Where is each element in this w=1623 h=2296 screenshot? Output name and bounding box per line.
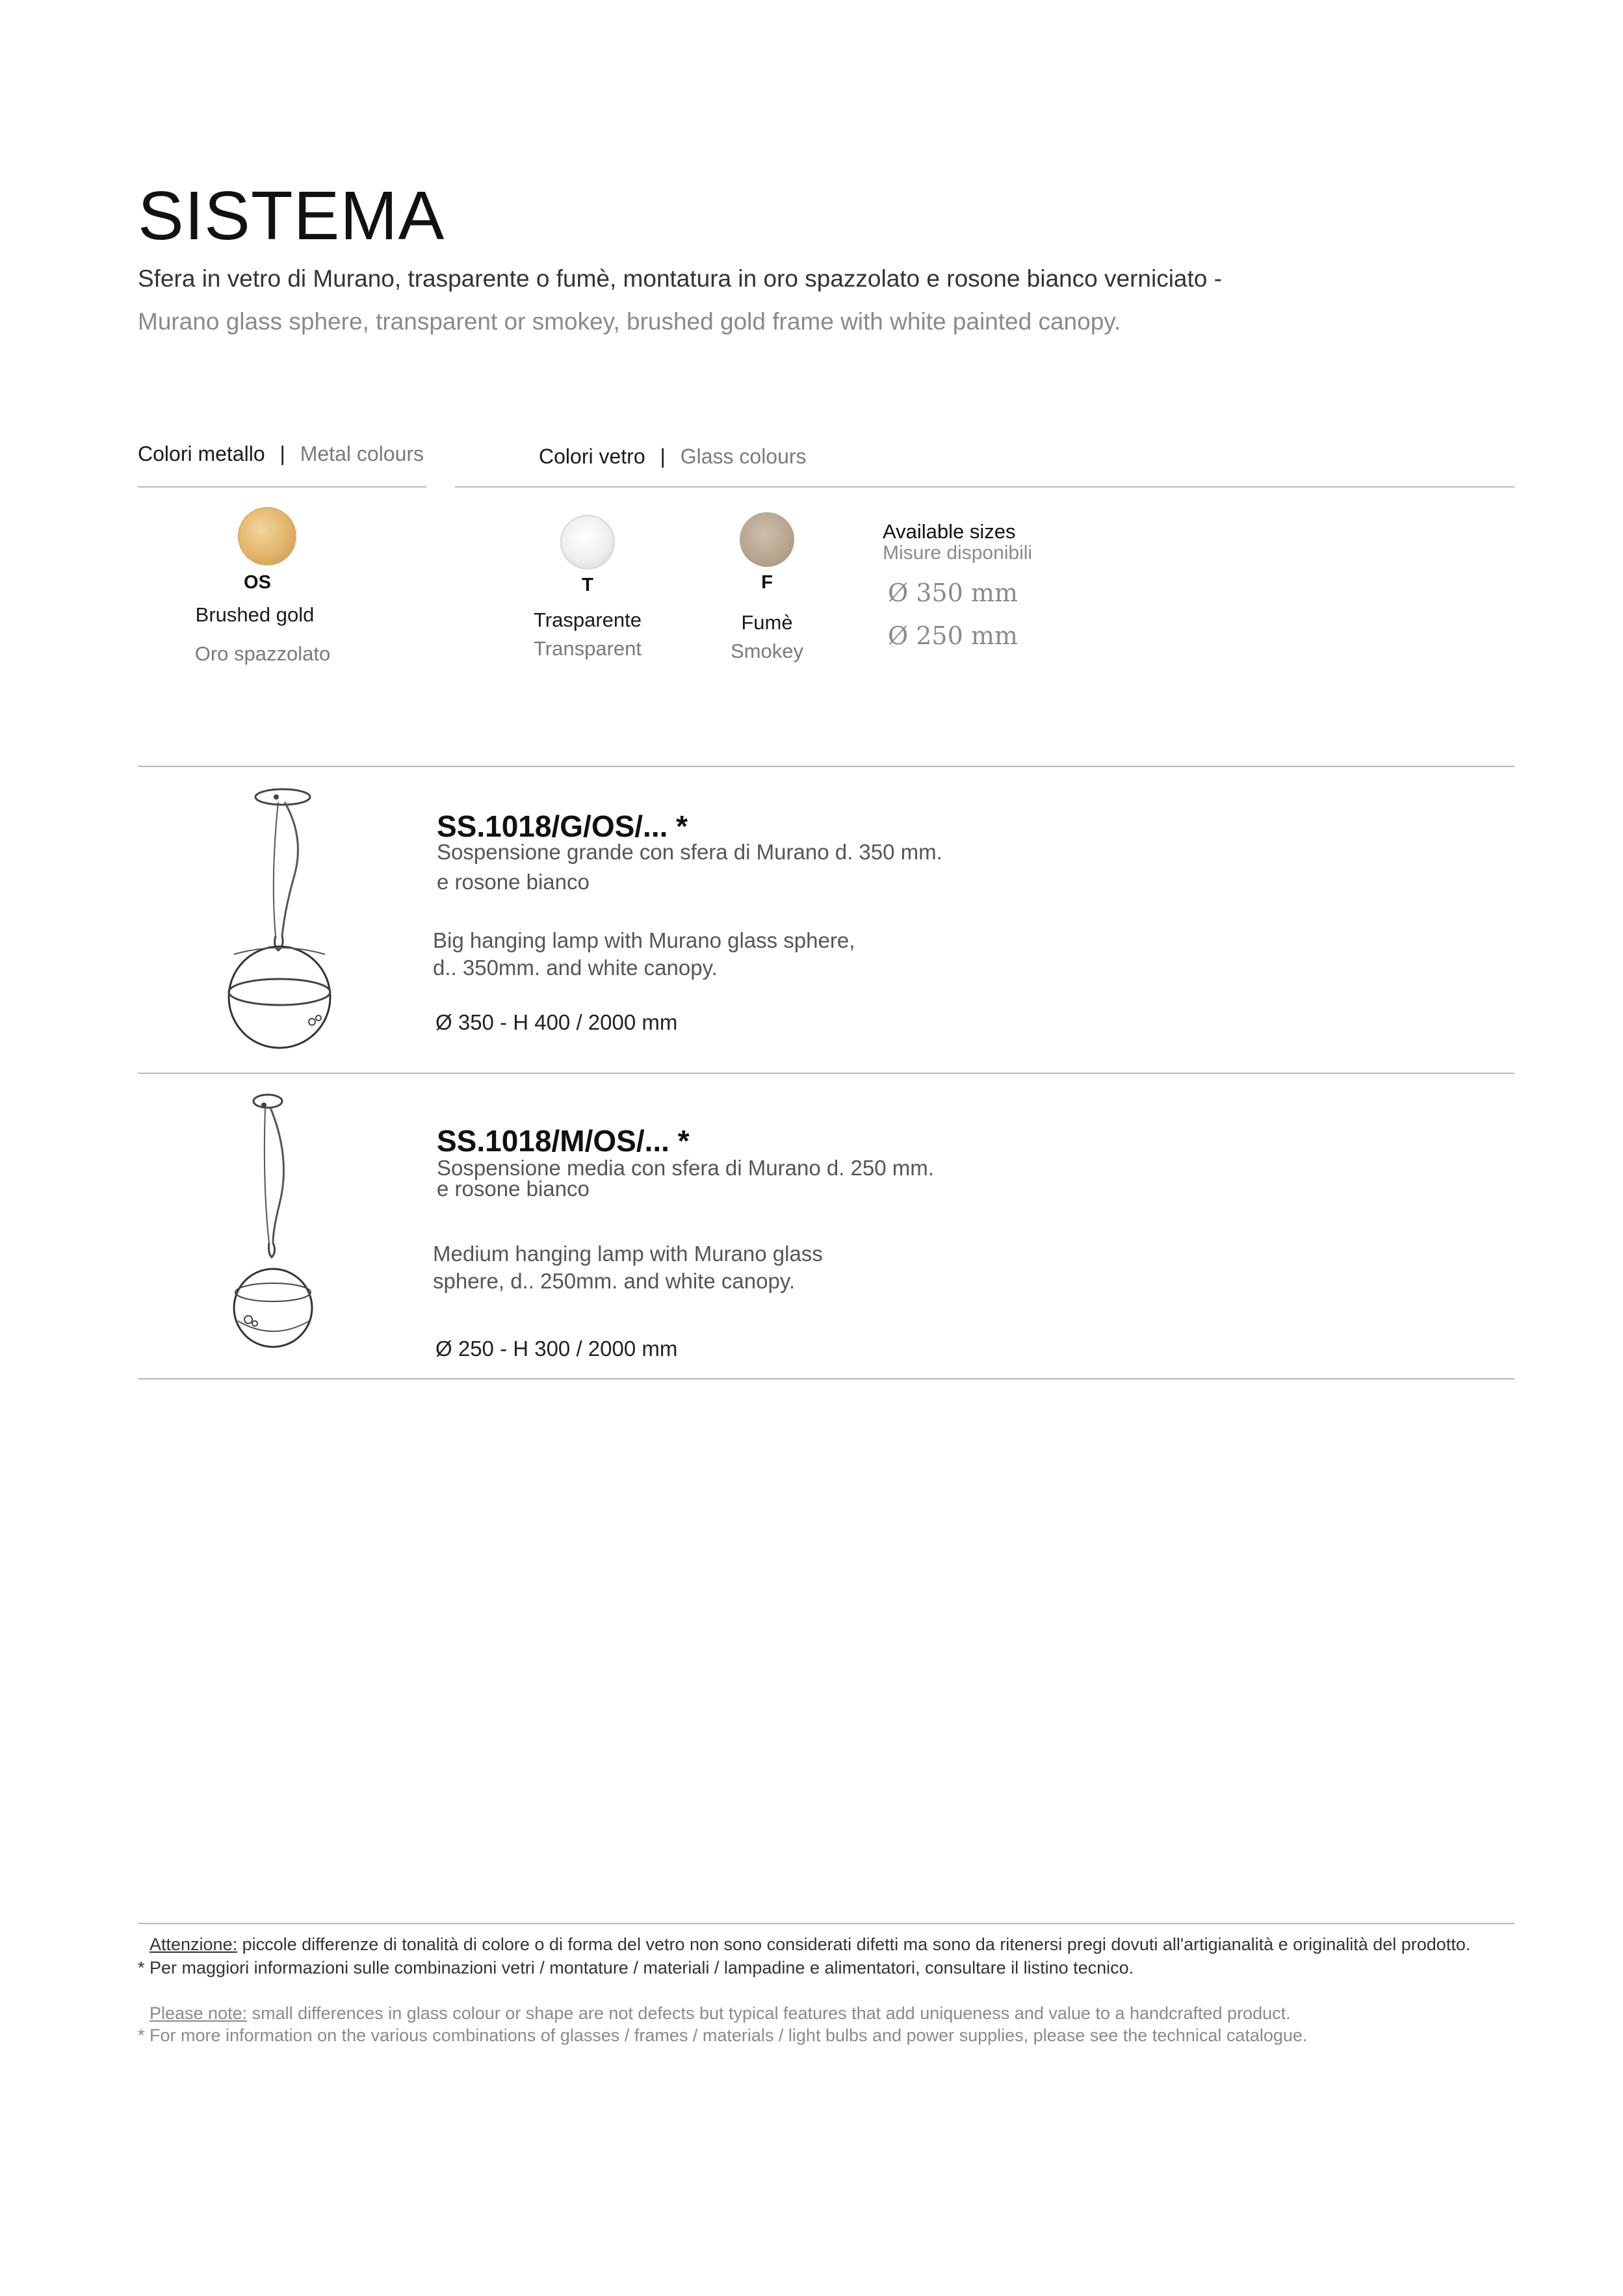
description-english: Murano glass sphere, transparent or smokey, brushed gold frame with white painted canopy. [138,308,1121,335]
glass-name-it-t: Trasparente [534,608,642,631]
metal-code: OS [244,572,271,593]
glass-name-it-f: Fumè [741,611,793,634]
metal-colours-heading [138,442,424,466]
description-italian: Sfera in vetro di Murano, trasparente o fumè, montatura in oro spazzolato e rosone bianco verniciato - [138,265,1222,292]
product-description-en: sphere, d.. 250mm. and white canopy. [433,1269,796,1293]
heading-separator: | [660,445,666,468]
footer-note-en [149,2003,1291,2024]
sizes-heading-en: Available sizes [883,520,1016,543]
product-dimensions: Ø 250 - H 300 / 2000 mm [435,1337,678,1361]
smokey-glass-swatch [740,512,794,567]
footer-note-it [149,1935,1470,1955]
glass-colours-heading-it: Colori vetro [539,445,645,468]
product-description-it: e rosone bianco [437,870,590,894]
products-divider-middle [138,1073,1514,1074]
size-value: Ø 350 mm [888,579,1018,607]
metal-colours-divider [138,486,426,488]
footer-note-it-text: piccole differenze di tonalità di colore o di forma del vetro non sono considerati difetti ma sono da ritenersi pregi dovuti all'artigianalità e originalità del prodotto. [237,1935,1471,1954]
product-description-en: Big hanging lamp with Murano glass sphere, [433,928,855,952]
product-description-it: e rosone bianco [437,1177,590,1201]
transparent-glass-swatch [560,515,615,569]
products-divider-bottom [138,1378,1514,1379]
glass-code-f: F [761,572,773,593]
product-description-en: d.. 350mm. and white canopy. [433,956,718,980]
metal-name-en: Brushed gold [195,603,315,626]
page-title: SISTEMA [138,177,445,254]
footer-info-it: * Per maggiori informazioni sulle combinazioni vetri / montature / materiali / lampadine e alimentatori, consultare il listino tecnico. [138,1958,1134,1977]
metal-name-it: Oro spazzolato [194,642,331,665]
footer-note-en-label: Please note: [149,2003,248,2023]
glass-name-en-f: Smokey [731,640,803,662]
products-divider-top [138,766,1514,767]
glass-name-en-t: Transparent [534,637,642,660]
medium-lamp-sketch-icon [221,1087,338,1360]
footer-info-en: * For more information on the various combinations of glasses / frames / materials / light bulbs and power supplies, please see the technical catalogue. [138,2026,1308,2045]
glass-colours-divider [455,486,1514,488]
metal-colours-heading-it: Colori metallo [138,442,265,465]
footer-note-en-text: small differences in glass colour or shape are not defects but typical features that add uniqueness and value to a handcrafted product. [247,2003,1291,2023]
glass-colours-heading [539,445,807,469]
large-lamp-sketch-icon [208,780,351,1053]
product-description-it: Sospensione media con sfera di Murano d. 250 mm. [437,1156,934,1180]
product-code: SS.1018/G/OS/... * [437,809,688,843]
footer-note-it-label: Attenzione: [149,1935,238,1954]
brushed-gold-swatch [238,507,296,566]
size-value: Ø 250 mm [888,621,1018,650]
glass-code-t: T [582,575,593,595]
product-description-en: Medium hanging lamp with Murano glass [433,1242,823,1266]
metal-colours-heading-en: Metal colours [300,442,424,465]
footer-divider [138,1923,1514,1924]
product-dimensions: Ø 350 - H 400 / 2000 mm [435,1010,678,1034]
sizes-heading-it: Misure disponibili [883,542,1033,564]
product-code: SS.1018/M/OS/... * [437,1124,690,1158]
heading-separator: | [279,442,285,465]
product-description-it: Sospensione grande con sfera di Murano d. 350 mm. [437,840,942,864]
glass-colours-heading-en: Glass colours [680,445,807,468]
